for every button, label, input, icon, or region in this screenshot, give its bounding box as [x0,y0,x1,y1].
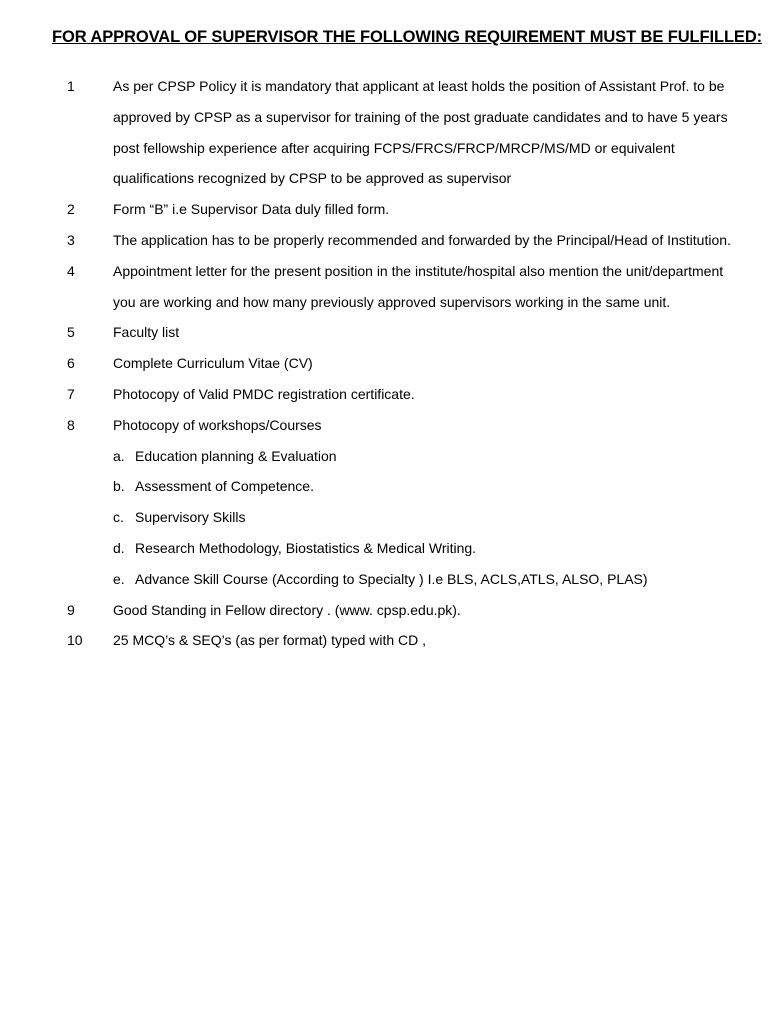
list-item [0,379,768,410]
list-item [0,625,768,656]
item-number: 2 [67,201,75,218]
list-item [0,317,768,348]
list-item [0,71,768,194]
sub-list-item [113,471,732,502]
item-number: 6 [67,355,75,372]
item-number: 5 [67,324,75,341]
item-number: 7 [67,385,75,402]
sub-item-letter: e. [113,570,125,587]
list-item [0,410,768,595]
list-item [0,595,768,626]
item-text: Good Standing in Fellow directory . (www. cpsp.edu.pk). [113,601,461,618]
sub-item-letter: a. [113,447,125,464]
item-text: As per CPSP Policy it is mandatory that applicant at least holds the position of Assistant Prof. to be approved by CPSP as a supervisor for training of the post graduate candidates and to have 5 years post fellowship experience after acquiring FCPS/FRCS/FRCP/MRCP/MS/MD or equivalent qualifications recognized by CPSP to be approved as supervisor [113,78,728,187]
item-text: Photocopy of workshops/Courses [113,416,322,433]
item-text: Appointment letter for the present position in the institute/hospital also mention the unit/department you are working and how many previously approved supervisors working in the same unit. [113,262,724,310]
sub-item-text: Assessment of Competence. [135,478,314,495]
list-item [0,194,768,225]
requirements-list [0,71,768,656]
sub-list-item [113,441,732,472]
page-title: FOR APPROVAL OF SUPERVISOR THE FOLLOWING REQUIREMENT MUST BE FULFILLED: [52,28,763,46]
sub-item-text: Research Methodology, Biostatistics & Medical Writing. [135,539,477,556]
sub-item-text: Supervisory Skills [135,509,246,526]
item-text: 25 MCQ’s & SEQ’s (as per format) typed with CD , [113,632,427,649]
item-number: 3 [67,231,75,248]
list-item [0,225,768,256]
sub-list-item [113,564,732,595]
item-text: Complete Curriculum Vitae (CV) [113,355,313,372]
sub-list-item [113,502,732,533]
sub-item-letter: b. [113,478,125,495]
sub-item-text: Education planning & Evaluation [135,447,337,464]
item-text: Faculty list [113,324,180,341]
courses-sublist [113,441,732,595]
item-text: Form “B” i.e Supervisor Data duly filled form. [113,201,390,218]
item-number: 10 [67,632,83,649]
item-number: 4 [67,262,75,279]
item-number: 9 [67,601,75,618]
item-text: The application has to be properly recommended and forwarded by the Principal/Head of Institution. [113,231,731,248]
sub-item-letter: d. [113,539,125,556]
item-number: 1 [67,78,75,94]
item-number: 8 [67,416,75,433]
list-item [0,348,768,379]
sub-item-text: Advance Skill Course (According to Specialty ) I.e BLS, ACLS,ATLS, ALSO, PLAS) [135,570,648,587]
item-text: Photocopy of Valid PMDC registration certificate. [113,385,415,402]
list-item [0,256,768,318]
sub-list-item [113,533,732,564]
sub-item-letter: c. [113,509,124,526]
